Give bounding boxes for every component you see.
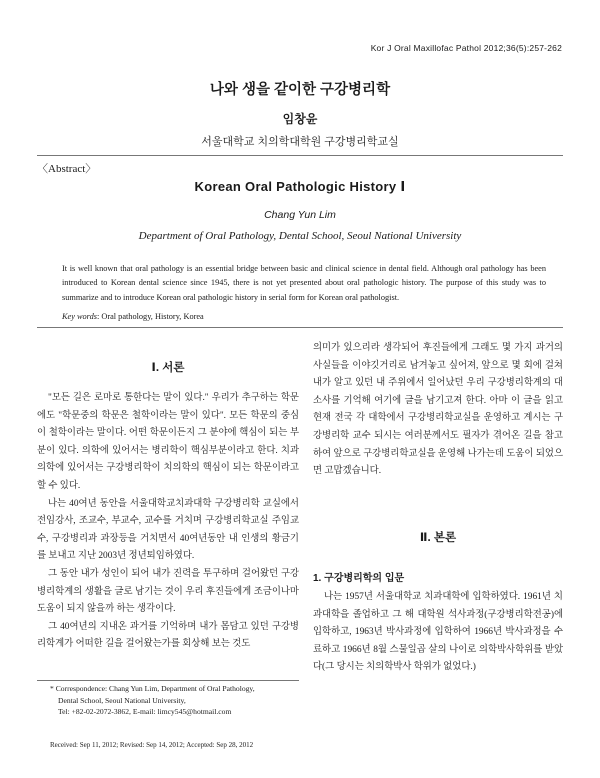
keywords-label: Key words <box>62 312 97 321</box>
keywords-text: : Oral pathology, History, Korea <box>96 312 204 321</box>
subsection-heading: 1. 구강병리학의 입문 <box>313 573 405 584</box>
right-column <box>313 340 563 481</box>
keywords <box>62 312 204 321</box>
author-english: Chang Yun Lim <box>264 209 336 221</box>
abstract-label: 〈Abstract〉 <box>37 163 97 175</box>
page-title-korean: 나와 생을 같이한 구강병리학 <box>209 82 391 98</box>
right-column-body <box>313 589 563 677</box>
footnote-line: Tel: +82-02-2072-3862, E-mail: limcy545@hotmail.com <box>58 707 232 716</box>
author-korean: 임창윤 <box>282 112 318 126</box>
footnote-divider <box>37 680 299 681</box>
paragraph: 그 40여년의 지내온 과거를 기억하며 내가 몸담고 있던 구강병리학계가 어떠한 길을 걸어왔는가를 회상해 보는 것도 <box>37 621 299 650</box>
affiliation-korean: 서울대학교 치의학대학원 구강병리학교실 <box>201 136 399 148</box>
paragraph: 나는 40여년 동안을 서울대학교치과대학 구강병리학 교실에서 전임강사, 조교수, 부교수, 교수를 거치며 구강병리학교실 주임교수, 구강병리과 과장등을 거치면서 40여년동안 내 인생의 황금기를 보내고 지난 2003년 정년퇴임하였다. <box>37 498 299 562</box>
section-heading-main: Ⅱ. 본론 <box>419 532 457 544</box>
paragraph: 의미가 있으리라 생각되어 후진들에게 그래도 몇 가지 과거의 사실들을 이야깃거리로 남겨놓고 싶어져, 앞으로 몇 회에 걸쳐 내가 알고 있던 내 주위에서 일어났던 우리 구강병리학계의 대소사를 기억해 여기에 글을 남기고져 한다. 아마 이 글을 읽고 현재 전국 각 대학에서 구강병리학교실을 운영하고 계시는 구강병리학 교수 되시는 여러분께서도 필자가 겪어온 길을 참고하여 앞으로 구강병리학교실을 운영해 나가는데 도움이 되었으면 고맙겠습니다. <box>313 343 563 477</box>
paragraph: 나는 1957년 서울대학교 치과대학에 입학하였다. 1961년 치과대학을 졸업하고 그 해 대학원 석사과정(구강병리학전공)에 입학하고, 1963년 박사과정에 입학하여 1966년 박사과정을 수료하고 1966년 8월 스물일곱 살의 나이로 의학박사학위를 받았다(그 당시는 치의학박사 학위가 없었다.) <box>313 592 563 673</box>
abstract-text: It is well known that oral pathology is an essential bridge between basic and clinical science in dental field. Although oral pathology has been introduced to Korean dental science since 1945, there is not yet presented about oral pathologic history. The purpose of this study was to summarize and to introduce Korean oral pathologic history in serial form for Korean oral pathologist. <box>62 264 546 302</box>
footnote-line: * Correspondence: Chang Yun Lim, Department of Oral Pathology, <box>50 684 255 693</box>
affiliation-english: Department of Oral Pathology, Dental School, Seoul National University <box>138 230 462 242</box>
paragraph: "모든 길은 로마로 통한다는 말이 있다." 우리가 추구하는 학문에도 "학문중의 학문은 철학이라는 말이 있다". 모든 학문의 중심이 철학이라는 말이다. 어떤 학문이든지 그 분야에 핵심이 되는 부분이 있다. 의학에 있어서는 병리학이 핵심부분이라고 한다. 치과의학에 있어서는 구강병리학이 치의학의 핵심이 되는 학문이라고 할 수 있다. <box>37 393 299 491</box>
running-head: Kor J Oral Maxillofac Pathol 2012;36(5):257-262 <box>370 43 562 53</box>
title-english: Korean Oral Pathologic History Ⅰ <box>194 179 406 194</box>
top-divider <box>37 155 563 156</box>
paragraph: 그 동안 내가 성인이 되어 내가 진력을 투구하며 걸어왔던 구강병리학계의 생활을 글로 남기는 것이 우리 후진들에게 조금이나마 도움이 되지 않을까 하는 생각이다. <box>37 568 299 615</box>
received-dates: Received: Sep 11, 2012; Revised: Sep 14, 2012; Accepted: Sep 28, 2012 <box>50 741 254 749</box>
footnote-line: Dental School, Seoul National University, <box>58 695 186 705</box>
left-column <box>37 390 299 654</box>
correspondence-footnote <box>50 683 300 718</box>
abstract-divider <box>37 327 563 328</box>
section-heading-introduction: Ⅰ. 서론 <box>151 362 185 374</box>
